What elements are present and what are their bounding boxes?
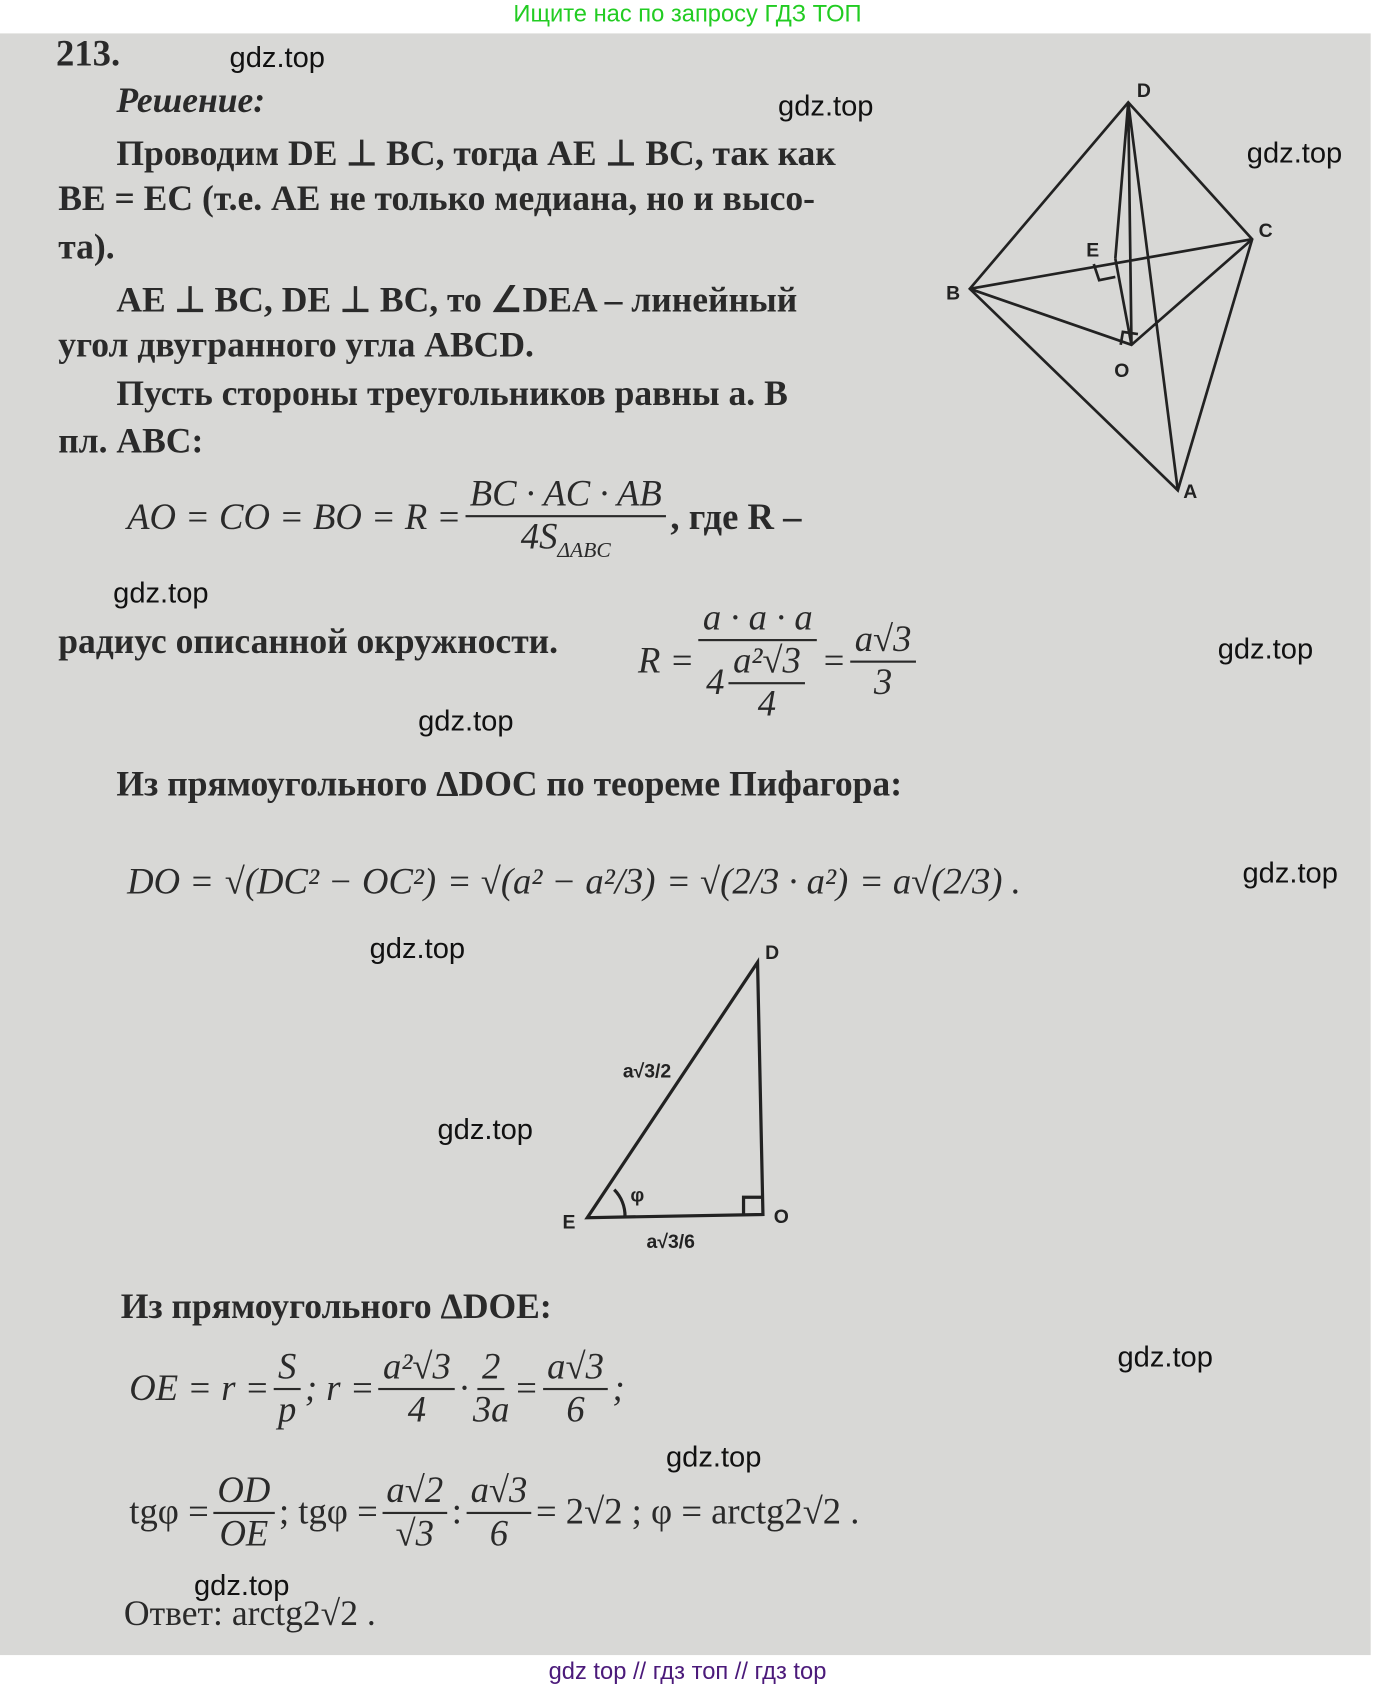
top-banner[interactable]: Ищите нас по запросу ГДЗ ТОП [0,0,1375,33]
denominator: 4 [407,1390,427,1430]
formula-text: = [821,641,847,682]
watermark: gdz.top [1242,856,1338,890]
label: A [1183,480,1198,503]
label: D [765,942,780,965]
label: D [1136,79,1151,102]
numerator: a²√3 [729,641,805,684]
text-line: BE = EC (т.е. AE не только медиана, но и высо- [58,179,816,219]
text-line: радиус описанной окружности. [58,622,559,662]
watermark: gdz.top [229,40,325,74]
numerator: a√2 [382,1471,447,1514]
numerator: a · a · a [699,598,818,641]
formula-text: = √(a² − a²/3) [446,862,656,902]
formula-text: ; r = [304,1368,375,1409]
label: B [946,282,961,305]
numerator: a√3 [466,1471,531,1514]
denominator: 3a [472,1390,510,1430]
watermark: gdz.top [369,932,466,965]
formula-text: , где R – [670,498,802,539]
watermark: gdz.top [418,704,514,738]
denominator: √3 [395,1514,434,1554]
label: O [773,1206,789,1229]
watermark: gdz.top [1217,632,1314,665]
bottom-banner[interactable]: gdz top // гдз топ // гдз top [0,1655,1375,1689]
den-text: 4S [520,517,558,558]
formula-text: = √(2/3 · a²) [666,862,849,902]
text-line: та). [58,228,115,268]
leg-label: a√3/6 [646,1230,695,1253]
numerator: S [274,1347,301,1390]
text-line: Проводим DE ⊥ BC, тогда AE ⊥ BC, так как [116,134,836,174]
label: φ [630,1184,645,1207]
watermark: gdz.top [778,89,874,122]
numerator: OD [213,1471,275,1514]
formula-text: R = [637,641,695,682]
watermark: gdz.top [665,1440,762,1474]
formula-text: OE = r = [129,1368,270,1409]
denominator: 3 [873,662,893,703]
formula-text: tgφ = [129,1492,209,1533]
numerator: BC · AC · AB [465,474,666,517]
formula-text: ; tgφ = [278,1492,378,1533]
formula-text: √(DC² − OC²) [224,862,437,902]
hyp-label: a√3/2 [622,1060,672,1083]
formula-text: = 2√2 ; φ = arctg2√2 . [535,1492,860,1533]
label: C [1258,220,1273,243]
text-line: угол двугранного угла ABCD. [58,326,534,366]
formula-text: DO = [127,862,214,902]
answer: Ответ: arctg2√2 . [123,1594,376,1634]
label: O [1114,360,1130,383]
text-line: Из прямоугольного ΔDOC по теореме Пифагора: [116,765,903,804]
text-line: Пусть стороны треугольников равны a. В [116,375,788,414]
denominator: 4 [757,684,777,725]
watermark: gdz.top [1117,1340,1213,1373]
den-sub: ΔABC [557,538,611,563]
numerator: a²√3 [379,1347,455,1390]
denominator: 6 [489,1514,509,1554]
watermark: gdz.top [1246,136,1343,170]
den-text: 4 [706,662,725,703]
numerator: 2 [478,1347,505,1390]
text-line: AE ⊥ BC, DE ⊥ BC, то ∠DEA – линейный [116,281,798,321]
text-line: Из прямоугольного ΔDOE: [120,1287,552,1327]
denominator: OE [219,1514,269,1554]
watermark: gdz.top [113,576,209,609]
formula-tg: tgφ = $\frac{OD}{OE}$ ; tgφ = $\frac{a√2}{√3}$ : $\frac{a√3}{6}$ = 2√2 ; φ = arctg2√2 . [129,1470,860,1554]
solution-heading: Решение: [116,81,266,121]
numerator: a√3 [850,620,915,663]
text-line: пл. ABC: [58,422,204,462]
watermark: gdz.top [193,1568,290,1602]
denominator: p [277,1390,297,1430]
formula-text: = a√(2/3) . [858,862,1021,902]
watermark: gdz.top [437,1113,533,1146]
numerator: a√3 [543,1347,608,1390]
formula-oe: OE = r = $\frac{S}{p}$ ; r = $\frac{\text{a²√3}}{4}$ · $\frac{2}{3a}$ = $\frac{a√3}{6}$ ; [129,1347,625,1430]
problem-number: 213. [56,34,121,75]
label: E [562,1211,576,1234]
formula-text: AO = CO = BO = R = [127,498,462,539]
denominator: 6 [566,1390,585,1430]
label: E [1086,239,1100,262]
